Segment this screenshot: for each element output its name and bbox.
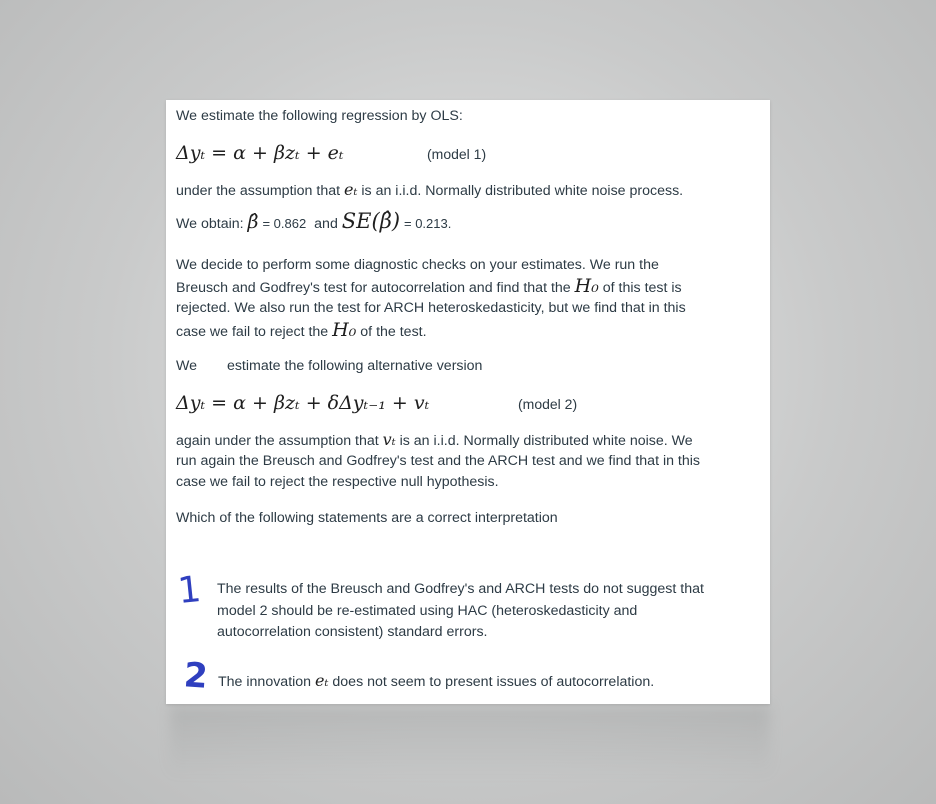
answer-option-2[interactable]: The innovation eₜ does not seem to present issues of autocorrelation. — [218, 671, 655, 690]
question-card — [166, 100, 770, 704]
answer-option-1[interactable] — [217, 579, 737, 644]
diagnostics-line-2: Breusch and Godfrey's test for autocorrelation and find that the H₀ of this test is — [176, 275, 682, 297]
again-line-2: run again the Breusch and Godfrey's test and the ARCH test and we find that in this — [176, 453, 701, 469]
estimates-line: We obtain: β̂ = 0.862 and SE(β̂) = 0.213. — [176, 209, 452, 233]
equation-model-1 — [176, 142, 344, 164]
h0-symbol: H₀ — [574, 275, 599, 297]
e-t-symbol: eₜ — [344, 180, 358, 199]
option-1-line-3: autocorrelation consistent) standard errors. — [217, 624, 488, 640]
equation-2-text: Δyₜ = α + βzₜ + δΔyₜ₋₁ + vₜ — [176, 392, 430, 414]
equation-model-2 — [176, 392, 429, 414]
diagnostics-line-4: case we fail to reject the H₀ of the test. — [176, 319, 427, 341]
diagnostics-line-1: We decide to perform some diagnostic checks on your estimates. We run the — [176, 257, 659, 273]
handwritten-number-2: 2 — [182, 655, 210, 697]
beta-hat-symbol: β̂ — [247, 211, 259, 233]
alternative-intro: We estimate the following alternative version — [176, 358, 483, 374]
option-1-line-1: The results of the Breusch and Godfrey's and ARCH tests do not suggest that — [217, 581, 704, 597]
equation-1-text: Δyₜ = α + βzₜ + eₜ — [176, 142, 344, 164]
question-prompt: Which of the following statements are a correct interpretation — [176, 510, 558, 526]
again-line-1: again under the assumption that vₜ is an i.i.d. Normally distributed white noise. We — [176, 430, 693, 449]
model-2-label: (model 2) — [518, 396, 578, 412]
option-1-line-2: model 2 should be re-estimated using HAC (heteroskedasticity and — [217, 602, 638, 619]
handwritten-number-1: 1 — [175, 568, 203, 613]
e-t-symbol: eₜ — [315, 671, 329, 690]
v-t-symbol: vₜ — [382, 430, 396, 449]
card-reflection — [170, 706, 770, 776]
again-line-3: case we fail to reject the respective null hypothesis. — [176, 474, 499, 490]
intro-text: We estimate the following regression by OLS: — [176, 108, 463, 124]
assumption-text: under the assumption that eₜ is an i.i.d. Normally distributed white noise process. — [176, 180, 684, 199]
h0-symbol: H₀ — [332, 319, 357, 341]
se-beta-symbol: SE(β̂) — [341, 209, 401, 233]
se-value: = 0.213. — [404, 216, 452, 231]
model-1-label: (model 1) — [427, 146, 487, 162]
diagnostics-line-3: rejected. We also run the test for ARCH heteroskedasticity, but we find that in this — [176, 300, 686, 316]
beta-value: = 0.862 — [262, 216, 307, 231]
